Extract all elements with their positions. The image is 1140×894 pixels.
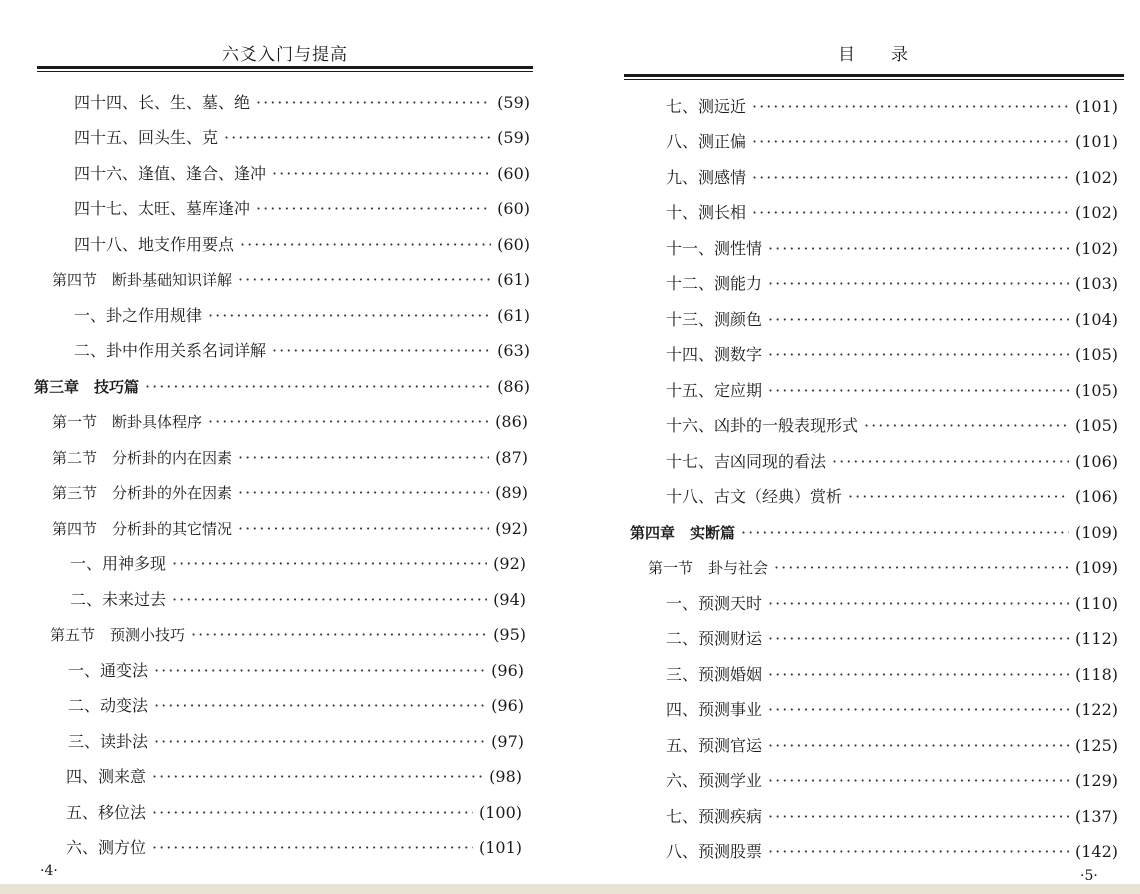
toc-entry-title: 第三章 技巧篇 <box>34 378 140 396</box>
toc-entry[interactable] <box>66 837 522 859</box>
toc-entry[interactable] <box>666 131 1118 153</box>
toc-entry[interactable] <box>666 451 1118 473</box>
toc-entry[interactable] <box>74 127 530 149</box>
toc-entry-page: (92) <box>493 554 526 573</box>
toc-entry[interactable] <box>68 695 524 717</box>
toc-entry[interactable] <box>666 273 1118 295</box>
toc-leader-dots <box>172 589 487 611</box>
toc-entry-title: 三、预测婚姻 <box>666 665 763 684</box>
toc-entry-page: (109) <box>1074 523 1118 542</box>
toc-section-entry[interactable] <box>52 447 528 469</box>
right-page <box>600 0 1140 884</box>
toc-leader-dots <box>238 518 489 540</box>
toc-entry-page: (105) <box>1074 345 1118 364</box>
toc-entry-page: (87) <box>495 448 528 467</box>
toc-entry[interactable] <box>666 841 1118 863</box>
toc-leader-dots <box>864 415 1069 437</box>
toc-leader-dots <box>752 96 1069 118</box>
header-rule-thin <box>624 79 1124 80</box>
toc-section-entry[interactable] <box>52 411 528 433</box>
toc-entry-title: 八、预测股票 <box>666 842 763 861</box>
toc-leader-dots <box>240 234 491 256</box>
toc-entry-title: 六、测方位 <box>66 838 147 857</box>
right-running-head <box>838 40 908 65</box>
toc-entry-page: (92) <box>495 519 528 538</box>
toc-chapter-entry[interactable] <box>630 522 1118 544</box>
toc-entry[interactable] <box>666 415 1118 437</box>
toc-entry-title: 五、预测官运 <box>666 736 763 755</box>
toc-entry-title: 十二、测能力 <box>666 274 763 293</box>
toc-leader-dots <box>272 163 491 185</box>
toc-entry[interactable] <box>666 344 1118 366</box>
toc-entry-page: (61) <box>497 306 530 325</box>
toc-entry[interactable] <box>666 806 1118 828</box>
toc-entry[interactable] <box>74 198 530 220</box>
toc-entry-page: (125) <box>1074 736 1118 755</box>
toc-leader-dots <box>752 202 1069 224</box>
toc-entry-page: (98) <box>489 767 522 786</box>
toc-leader-dots <box>848 486 1069 508</box>
header-rule-thin <box>37 71 533 72</box>
toc-entry-title: 一、卦之作用规律 <box>74 306 203 325</box>
toc-entry-title: 十七、吉凶同现的看法 <box>666 452 827 471</box>
toc-chapter-entry[interactable] <box>34 376 530 398</box>
toc-entry-page: (101) <box>478 838 522 857</box>
toc-entry-page: (102) <box>1074 168 1118 187</box>
toc-entry-page: (60) <box>497 199 530 218</box>
left-page-number: ·4· <box>40 863 58 879</box>
toc-entry-title: 二、预测财运 <box>666 629 763 648</box>
toc-leader-dots <box>238 269 491 291</box>
toc-section-entry[interactable] <box>648 557 1118 579</box>
toc-entry-title: 六、预测学业 <box>666 771 763 790</box>
toc-entry-page: (59) <box>497 128 530 147</box>
header-rule-thick <box>624 74 1124 77</box>
toc-entry-page: (122) <box>1074 700 1118 719</box>
toc-leader-dots <box>256 92 491 114</box>
toc-entry-page: (60) <box>497 164 530 183</box>
toc-entry-title: 二、动变法 <box>68 696 149 715</box>
toc-entry-title: 四十七、太旺、墓库逢冲 <box>74 199 251 218</box>
toc-entry-page: (112) <box>1074 629 1118 648</box>
toc-entry-page: (60) <box>497 235 530 254</box>
toc-entry-title: 十六、凶卦的一般表现形式 <box>666 416 859 435</box>
toc-section-entry[interactable] <box>52 269 530 291</box>
left-page <box>0 0 560 884</box>
toc-entry[interactable] <box>66 766 522 788</box>
toc-entry[interactable] <box>66 802 522 824</box>
toc-entry-title: 十、测长相 <box>666 203 747 222</box>
toc-section-entry[interactable] <box>50 624 526 646</box>
toc-entry-page: (106) <box>1074 452 1118 471</box>
toc-entry-page: (89) <box>495 483 528 502</box>
toc-leader-dots <box>238 447 489 469</box>
toc-entry-title: 第四节 断卦基础知识详解 <box>52 271 233 289</box>
toc-entry-title: 十一、测性情 <box>666 239 763 258</box>
toc-entry[interactable] <box>74 305 530 327</box>
toc-leader-dots <box>768 238 1069 260</box>
toc-entry-page: (106) <box>1074 487 1118 506</box>
toc-leader-dots <box>208 411 489 433</box>
toc-entry[interactable] <box>666 486 1118 508</box>
toc-entry-title: 九、测感情 <box>666 168 747 187</box>
toc-entry-title: 第四节 分析卦的其它情况 <box>52 520 233 538</box>
toc-leader-dots <box>191 624 487 646</box>
scan-bottom-band <box>0 884 1140 894</box>
toc-entry[interactable] <box>666 167 1118 189</box>
toc-entry[interactable] <box>70 589 526 611</box>
toc-leader-dots <box>768 380 1069 402</box>
toc-leader-dots <box>256 198 491 220</box>
toc-entry-title: 四、预测事业 <box>666 700 763 719</box>
toc-entry-page: (86) <box>497 377 530 396</box>
toc-entry[interactable] <box>666 309 1118 331</box>
toc-leader-dots <box>152 766 483 788</box>
toc-entry-title: 第一节 断卦具体程序 <box>52 413 203 431</box>
toc-leader-dots <box>172 553 487 575</box>
toc-entry-title: 七、预测疾病 <box>666 807 763 826</box>
toc-leader-dots <box>145 376 491 398</box>
toc-entry[interactable] <box>666 770 1118 792</box>
toc-entry[interactable] <box>666 628 1118 650</box>
toc-entry-page: (109) <box>1074 558 1118 577</box>
toc-entry-page: (96) <box>491 696 524 715</box>
toc-entry-title: 第一节 卦与社会 <box>648 559 769 577</box>
toc-entry-page: (102) <box>1074 239 1118 258</box>
toc-entry[interactable] <box>666 593 1118 615</box>
toc-entry[interactable] <box>68 660 524 682</box>
toc-leader-dots <box>152 802 473 824</box>
toc-entry-title: 四十四、长、生、墓、绝 <box>74 93 251 112</box>
toc-entry-title: 第五节 预测小技巧 <box>50 626 186 644</box>
toc-entry-title: 十四、测数字 <box>666 345 763 364</box>
toc-entry[interactable] <box>74 234 530 256</box>
toc-entry-title: 八、测正偏 <box>666 132 747 151</box>
toc-leader-dots <box>768 664 1069 686</box>
toc-entry-page: (110) <box>1074 594 1118 613</box>
toc-entry-title: 第四章 实断篇 <box>630 524 736 542</box>
toc-entry[interactable] <box>666 735 1118 757</box>
toc-entry[interactable] <box>666 238 1118 260</box>
toc-entry-title: 十八、古文（经典）赏析 <box>666 487 843 506</box>
toc-leader-dots <box>154 660 485 682</box>
toc-entry[interactable] <box>74 340 530 362</box>
toc-entry-title: 四十八、地支作用要点 <box>74 235 235 254</box>
toc-entry[interactable] <box>666 380 1118 402</box>
toc-entry-title: 四十六、逢值、逢合、逢冲 <box>74 164 267 183</box>
toc-entry-page: (86) <box>495 412 528 431</box>
toc-entry[interactable] <box>74 163 530 185</box>
toc-entry-page: (101) <box>1074 97 1118 116</box>
running-head-lu: 录 <box>891 45 908 65</box>
toc-leader-dots <box>154 731 485 753</box>
toc-leader-dots <box>768 770 1069 792</box>
toc-leader-dots <box>741 522 1069 544</box>
toc-leader-dots <box>272 340 491 362</box>
toc-entry-page: (105) <box>1074 416 1118 435</box>
toc-entry-title: 三、读卦法 <box>68 732 149 751</box>
toc-entry-page: (59) <box>497 93 530 112</box>
header-rule-thick <box>37 66 533 69</box>
toc-entry-page: (63) <box>497 341 530 360</box>
toc-leader-dots <box>768 593 1069 615</box>
toc-entry-page: (97) <box>491 732 524 751</box>
left-running-head: 六爻入门与提高 <box>222 45 348 65</box>
toc-entry-title: 十五、定应期 <box>666 381 763 400</box>
toc-leader-dots <box>768 309 1069 331</box>
toc-leader-dots <box>768 806 1069 828</box>
toc-entry-page: (105) <box>1074 381 1118 400</box>
running-head-mu: 目 <box>838 45 855 65</box>
toc-entry[interactable] <box>74 92 530 114</box>
toc-leader-dots <box>208 305 491 327</box>
toc-entry-title: 第三节 分析卦的外在因素 <box>52 484 233 502</box>
toc-section-entry[interactable] <box>52 518 528 540</box>
toc-entry-page: (101) <box>1074 132 1118 151</box>
toc-entry-page: (100) <box>478 803 522 822</box>
toc-entry[interactable] <box>68 731 524 753</box>
toc-entry-page: (137) <box>1074 807 1118 826</box>
toc-entry-page: (103) <box>1074 274 1118 293</box>
toc-entry-title: 一、用神多现 <box>70 554 167 573</box>
toc-entry-page: (102) <box>1074 203 1118 222</box>
toc-entry[interactable] <box>70 553 526 575</box>
toc-leader-dots <box>768 841 1069 863</box>
toc-entry-page: (94) <box>493 590 526 609</box>
toc-entry[interactable] <box>666 96 1118 118</box>
toc-leader-dots <box>752 167 1069 189</box>
toc-entry-page: (61) <box>497 270 530 289</box>
toc-section-entry[interactable] <box>52 482 528 504</box>
toc-entry-page: (104) <box>1074 310 1118 329</box>
toc-leader-dots <box>152 837 473 859</box>
toc-entry-title: 二、卦中作用关系名词详解 <box>74 341 267 360</box>
toc-entry-title: 二、未来过去 <box>70 590 167 609</box>
toc-entry-page: (129) <box>1074 771 1118 790</box>
toc-entry-title: 一、通变法 <box>68 661 149 680</box>
toc-leader-dots <box>768 735 1069 757</box>
toc-leader-dots <box>832 451 1069 473</box>
toc-leader-dots <box>224 127 491 149</box>
toc-entry-page: (142) <box>1074 842 1118 861</box>
toc-entry-page: (96) <box>491 661 524 680</box>
right-page-number: ·5· <box>1080 868 1098 884</box>
toc-leader-dots <box>768 628 1069 650</box>
toc-leader-dots <box>752 131 1069 153</box>
toc-entry-title: 七、测远近 <box>666 97 747 116</box>
toc-entry[interactable] <box>666 664 1118 686</box>
toc-entry-page: (118) <box>1074 665 1118 684</box>
toc-leader-dots <box>774 557 1069 579</box>
toc-entry-title: 四十五、回头生、克 <box>74 128 219 147</box>
toc-entry-title: 十三、测颜色 <box>666 310 763 329</box>
toc-entry[interactable] <box>666 202 1118 224</box>
toc-leader-dots <box>768 273 1069 295</box>
toc-entry-page: (95) <box>493 625 526 644</box>
toc-entry-title: 一、预测天时 <box>666 594 763 613</box>
toc-entry-title: 第二节 分析卦的内在因素 <box>52 449 233 467</box>
toc-leader-dots <box>154 695 485 717</box>
toc-entry-title: 四、测来意 <box>66 767 147 786</box>
toc-leader-dots <box>768 344 1069 366</box>
toc-entry[interactable] <box>666 699 1118 721</box>
toc-entry-title: 五、移位法 <box>66 803 147 822</box>
toc-leader-dots <box>768 699 1069 721</box>
toc-leader-dots <box>238 482 489 504</box>
